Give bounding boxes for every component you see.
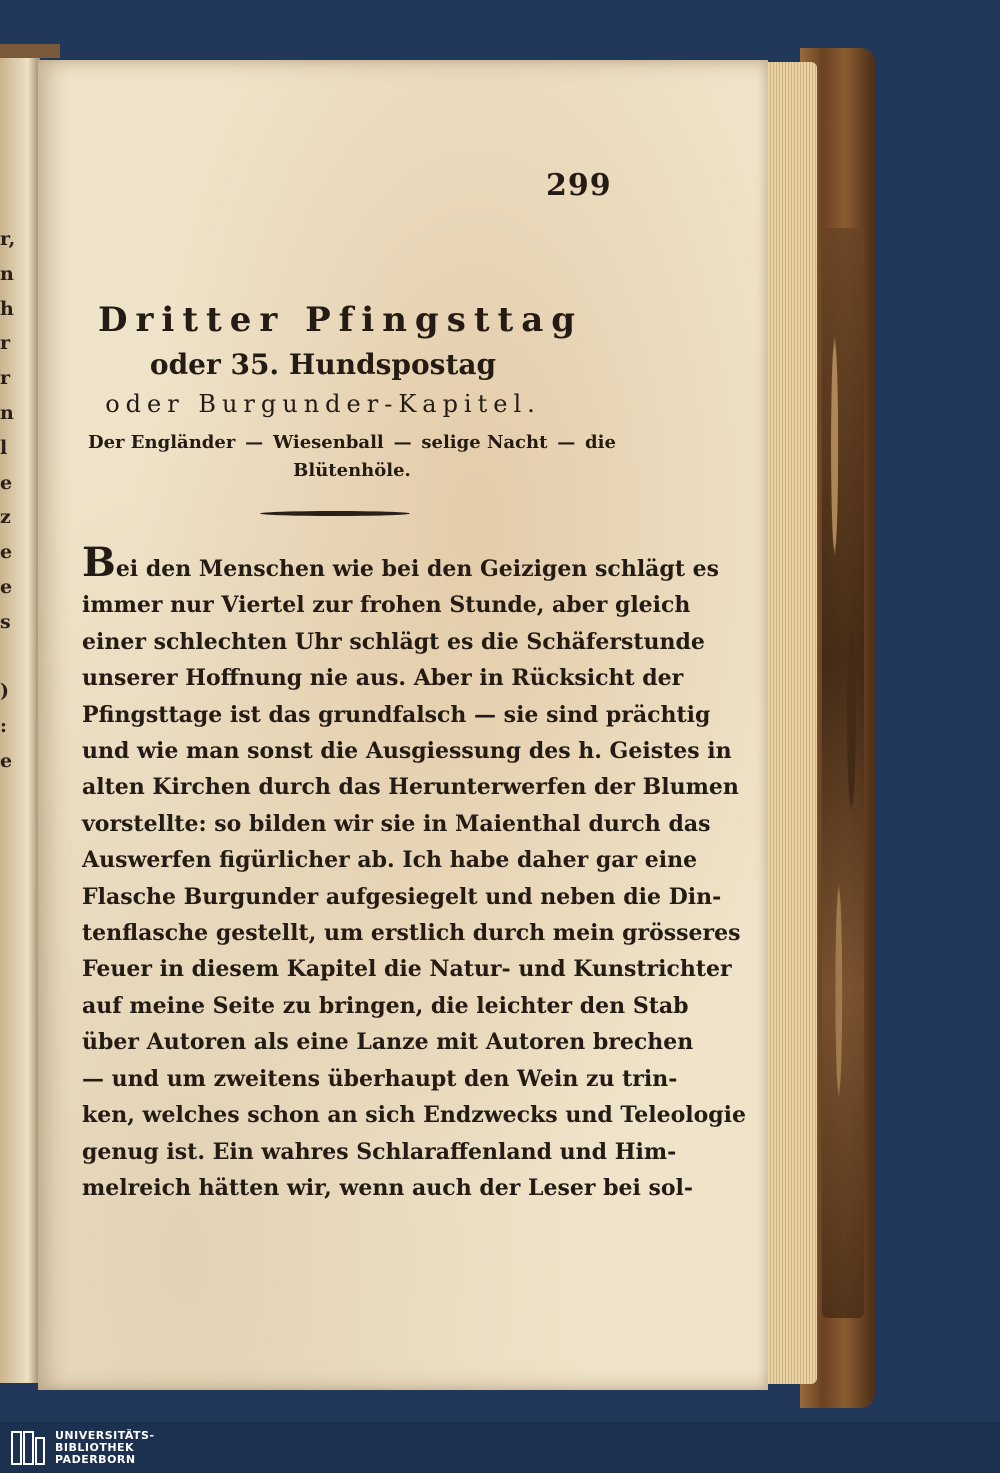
text-line: immer nur Viertel zur frohen Stunde, aber gleich [82,592,691,619]
text-line: einer schlechten Uhr schlägt es die Schäferstunde [82,628,705,655]
text-line: Auswerfen figürlicher ab. Ich habe daher gar eine [82,847,698,874]
chapter-title: Dritter Pfingsttag [98,300,584,340]
chapter-subtitle-2: oder Burgunder-Kapitel. [105,390,541,418]
text-line: tenflasche gestellt, um erstlich durch mein grösseres [82,920,741,947]
page-fore-edge [762,62,817,1384]
chapter-summary-continuation: Blütenhöle. [293,460,411,481]
text-line: Pfingsttage ist das grundfalsch — sie sind prächtig [82,701,711,728]
summary-item: Wiesenball [272,432,384,453]
summary-item: selige Nacht [421,432,548,453]
book-page [38,60,768,1390]
text-line: auf meine Seite zu bringen, die leichter den Stab [82,992,689,1019]
library-name-line: UNIVERSITÄTS- [55,1429,155,1442]
left-cover-edge [0,44,60,58]
summary-dash: — [393,432,412,453]
library-name-line: PADERBORN [55,1453,136,1466]
summary-dash: — [557,432,576,453]
summary-item: Der Engländer [88,432,236,453]
text-line: über Autoren als eine Lanze mit Autoren brechen [82,1029,694,1056]
text-line: — und um zweitens überhaupt den Wein zu trin- [82,1065,678,1092]
text-line: melreich hätten wir, wenn auch der Leser bei sol- [82,1174,694,1201]
body-text [82,539,747,1206]
library-logo-icon [8,1428,48,1468]
text-line: vorstellte: so bilden wir sie in Maienthal durch das [82,810,711,837]
summary-item: die [585,432,616,453]
left-page-text-fragments: r, n h r r n l e z e e s ) : e [0,228,16,772]
section-divider [260,511,410,516]
text-line: genug ist. Ein wahres Schlaraffenland und Him- [82,1138,677,1165]
text-line: Feuer in diesem Kapitel die Natur- und Kunstrichter [82,956,732,983]
text-line: Bei den Menschen wie bei den Geizigen schlägt es [82,539,720,586]
text-line: und wie man sonst die Ausgiessung des h. Geistes in [82,738,732,765]
summary-dash: — [245,432,264,453]
page-number: 299 [546,168,612,203]
library-name [55,1430,155,1466]
text-line: ken, welches schon an sich Endzwecks und Teleologie [82,1102,747,1129]
chapter-summary [88,432,616,453]
library-name-line: BIBLIOTHEK [55,1441,135,1454]
marbled-cover-pattern [822,228,864,1318]
text-line: unserer Hoffnung nie aus. Aber in Rücksicht der [82,665,684,692]
chapter-subtitle: oder 35. Hundspostag [149,348,497,381]
text-line: alten Kirchen durch das Herunterwerfen der Blumen [82,774,739,801]
text-line: Flasche Burgunder aufgesiegelt und neben die Din- [82,883,722,910]
